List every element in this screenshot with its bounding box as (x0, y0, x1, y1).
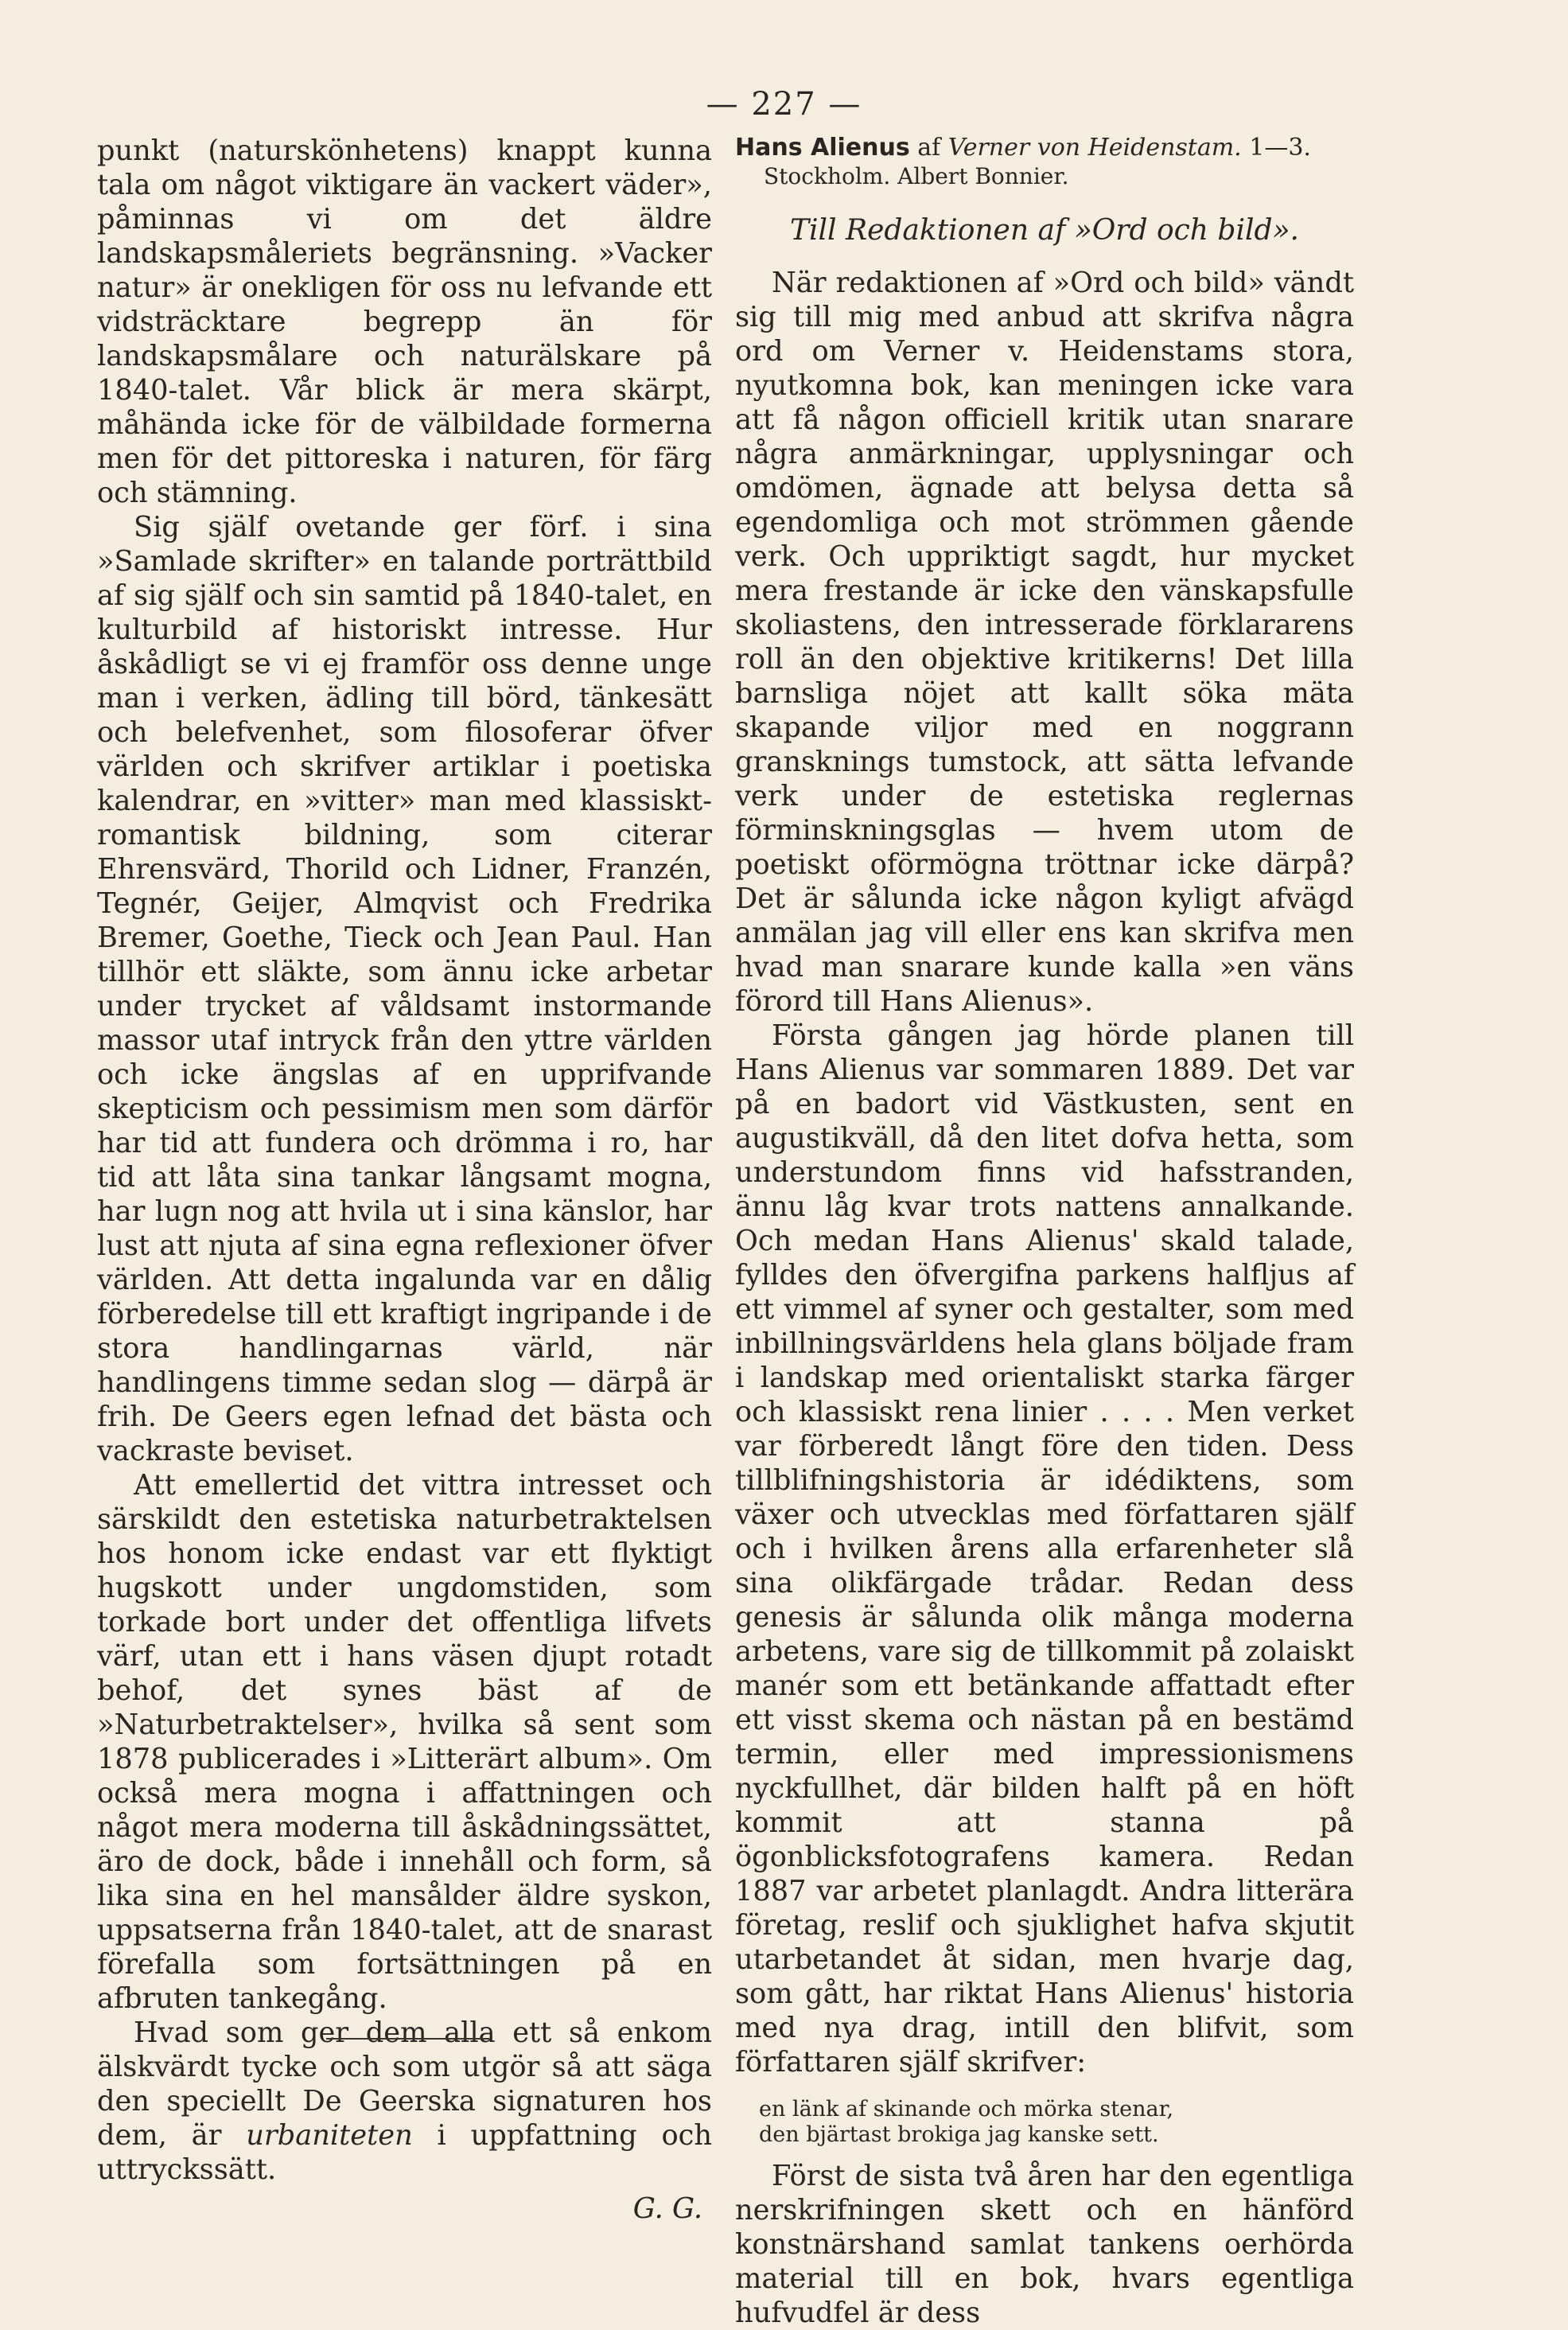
end-divider (326, 2038, 489, 2040)
right-column (735, 134, 1354, 2330)
review-volumes: 1—3. (1241, 134, 1311, 162)
signature: G. G. (632, 2192, 702, 2225)
page-number: — 227 — (706, 86, 862, 123)
review-publisher: Stockholm. Albert Bonnier. (764, 163, 1069, 189)
paragraph: Först de sista två åren har den egentliga nerskrifningen skett och en hänförd konstnärshand samlat tankens oerhörda material till en bok, hvars egentliga hufvudfel är dess (735, 2160, 1354, 2329)
paragraph: När redaktionen af »Ord och bild» vändt sig till mig med anbud att skrifva några ord om Verner v. Heidenstams stora, nyutkomna bok, kan meningen icke vara att få någon officiell kritik utan snarare några anmärkningar, upplysningar och omdömen, ägnade att belysa detta så egendomliga och mot strömmen gående verk. Och uppriktigt sagdt, hur mycket mera frestande är icke den vänskapsfulle skoliastens, den intresserade förklararens roll än den objektive kritikerns! Det lilla barnsliga nöjet att kallt söka mäta skapande viljor med en noggrann gransknings tumstock, att sätta lefvande verk under de estetiska reglernas förminskningsglas — hvem utom de poetiskt oförmögna tröttnar icke därpå? Det är sålunda icke någon kyligt afvägd anmälan jag vill eller ens kan skrifva men hvad man snarare kunde kalla »en väns förord till Hans Alienus». (735, 267, 1354, 1018)
paragraph: Sig själf ovetande ger förf. i sina »Samlade skrifter» en talande porträttbild af sig själf och sin samtid på 1840-talet, en kulturbild af historiskt intresse. Hur åskådligt se vi ej framför oss denne unge man i verken, ädling till börd, tänkesätt och belefvenhet, som filosoferar öfver världen och skrifver artiklar i poetiska kalendrar, en »vitter» man med klassiskt-romantisk bildning, som citerar Ehrensvärd, Thorild och Lidner, Franzén, Tegnér, Geijer, Almqvist och Fredrika Bremer, Goethe, Tieck och Jean Paul. Han tillhör ett släkte, som ännu icke arbetar under trycket af våldsamt instormande massor utaf intryck från den yttre världen och icke ängslas af en upprifvande skepticism och pessimism men som därför har tid att fundera och drömma i ro, har tid att låta sina tankar långsamt mogna, har lugn nog att hvila ut i sina känslor, har lust att njuta af sina egna reflexioner öfver världen. Att detta ingalunda var en dålig förberedelse till ett kraftigt ingripande i de stora handlingarnas värld, när handlingens timme sedan slog — därpå är frih. De Geers egen lefnad det bästa och vackraste beviset. (97, 511, 712, 1467)
verse-quote (735, 2097, 1354, 2148)
review-heading (735, 134, 1354, 191)
verse-line: den bjärtast brokiga jag kanske sett. (759, 2122, 1159, 2147)
emphasized-word: urbaniteten (246, 2119, 413, 2152)
paragraph-text: Hvad som ger dem alla ett så enkom älskvärdt tycke och som utgör så att säga den speciellt De Geerska signaturen hos dem, är (97, 2016, 712, 2152)
left-column (97, 134, 712, 2226)
paragraph (97, 2016, 712, 2187)
paragraph: Första gången jag hörde planen till Hans Alienus var sommaren 1889. Det var på en badort vid Västkusten, sent en augustikväll, då den litet dofva hetta, som understundom finns vid hafsstranden, ännu låg kvar trots nattens annalkande. Och medan Hans Alienus' skald talade, fylldes den öfvergifna parkens halfljus af ett vimmel af syner och gestalter, som med inbillningsvärldens hela glans böljade fram i landskap med orientaliskt starka färger och klassiskt rena linier . . . . Men verket var förberedt långt före den tiden. Dess tillblifningshistoria är idédiktens, som växer och utvecklas med författaren själf och i hvilken årens alla erfarenheter slå sina olikfärgade trådar. Redan dess genesis är sålunda olik många moderna arbetens, vare sig de tillkommit på zolaiskt manér som ett betänkande affattadt efter ett visst skema och nästan på en bestämd termin, eller med impressionismens nyckfullhet, där bilden halft på en höft kommit att stanna på ögonblicksfotografens kamera. Redan 1887 var arbetet planlagdt. Andra litterära företag, reslif och sjuklighet hafva skjutit utarbetandet åt sidan, men hvarje dag, som gått, har riktat Hans Alienus' historia med nya drag, intill den blifvit, som författaren själf skrifver: (735, 1019, 1354, 2079)
paragraph: punkt (naturskönhetens) knappt kunna tala om något viktigare än vackert väder», påminnas vi om det äldre landskapsmåleriets begränsning. »Vacker natur» är onekligen för oss nu lefvande ett vidsträcktare begrepp än för landskapsmålare och naturälskare på 1840-talet. Vår blick är mera skärpt, måhända icke för de välbildade formerna men för det pittoreska i naturen, för färg och stämning. (97, 134, 712, 509)
review-title: Hans Alienus (735, 134, 910, 162)
paragraph: Att emellertid det vittra intresset och särskildt den estetiska naturbetraktelsen hos honom icke endast var ett flyktigt hugskott under ungdomstiden, som torkade bort under det offentliga lifvets värf, utan ett i hans väsen djupt rotadt behof, det synes bäst af de »Naturbetraktelser», hvilka så sent som 1878 publicerades i »Litterärt album». Om också mera mogna i affattningen och något mera moderna till åskådningssättet, äro de dock, både i innehåll och form, så lika sina en hel mansålder äldre syskon, uppsatserna från 1840-talet, att de snarast förefalla som fortsättningen på en afbruten tankegång. (97, 1469, 712, 2015)
review-author: Verner von Heidenstam. (947, 134, 1242, 162)
salutation: Till Redaktionen af »Ord och bild». (789, 214, 1300, 247)
review-af: af (909, 134, 948, 162)
paragraph-text: i uppfattning och uttryckssätt. (97, 2119, 712, 2186)
verse-line: en länk af skinande och mörka stenar, (759, 2097, 1174, 2122)
